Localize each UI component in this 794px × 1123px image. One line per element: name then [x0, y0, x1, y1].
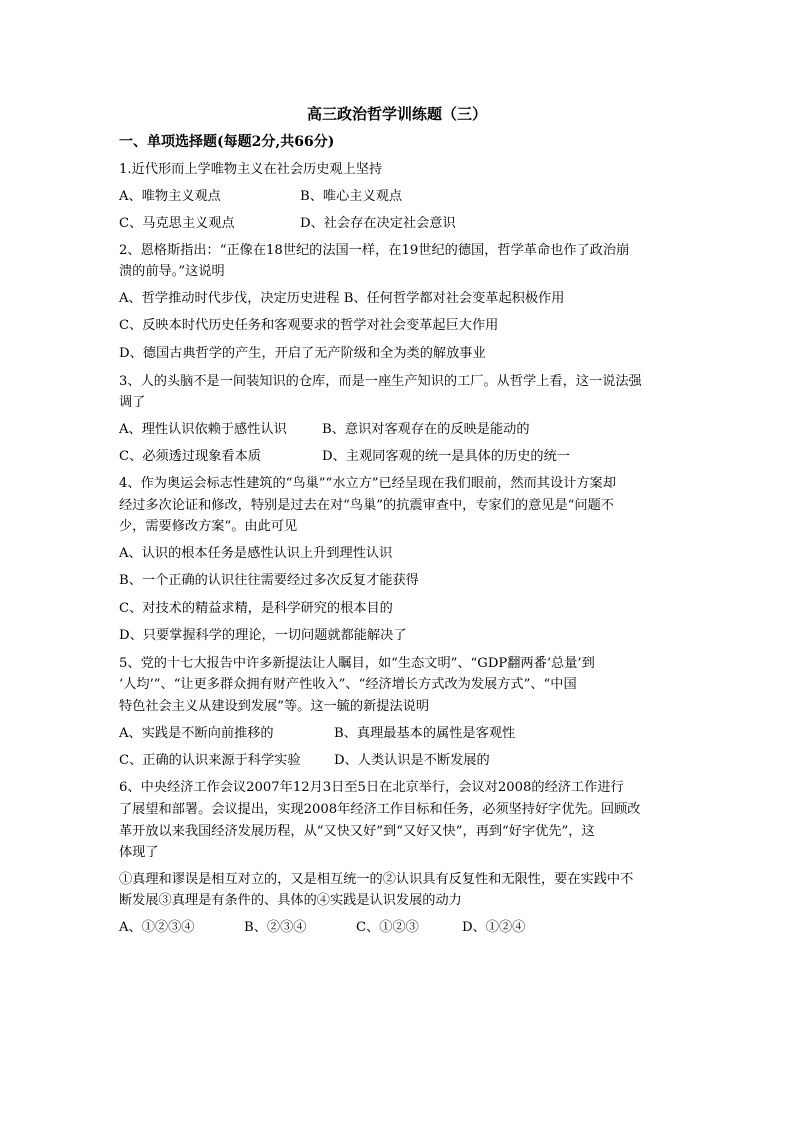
question-3-option-b: B、意识对客观存在的反映是能动的 — [322, 422, 530, 437]
question-5-stem-line-2: ‘人均’”、“让更多群众拥有财产性收入”、“经济增长方式改为发展方式”、“中国 — [119, 677, 577, 692]
question-6-items-line-2: 断发展③真理是有条件的、具体的④实践是认识发展的动力 — [119, 893, 462, 908]
question-5-option-b: B、真理最基本的属性是客观性 — [334, 726, 516, 741]
question-6-stem-line-2: 了展望和部署。会议提出，实现2008年经济工作目标和任务，必须坚持好字优先。回顾改 — [119, 802, 641, 817]
question-1-option-b: B、唯心主义观点 — [300, 189, 403, 204]
section-heading: 一、单项选择题(每题2分,共66分) — [119, 134, 335, 150]
question-2-option-c: C、反映本时代历史任务和客观要求的哲学对社会变革起巨大作用 — [119, 318, 499, 333]
question-6-items-line-1: ①真理和谬误是相互对立的，又是相互统一的②认识具有反复性和无限性，要在实践中不 — [119, 872, 634, 887]
question-1-option-a: A、唯物主义观点 — [119, 189, 221, 204]
question-5-option-d: D、人类认识是不断发展的 — [334, 753, 490, 768]
question-2-options-ab: A、哲学推动时代步伐，决定历史进程 B、任何哲学都对社会变革起积极作用 — [119, 291, 565, 306]
question-5-stem-line-3: 特色社会主义从建设到发展”等。这一毓的新提法说明 — [119, 699, 430, 714]
question-2-stem-line-1: 2、恩格斯指出：“正像在18世纪的法国一样，在19世纪的德国，哲学革命也作了政治崩 — [119, 243, 630, 258]
question-2-stem-line-2: 溃的前导。”这说明 — [119, 264, 225, 279]
question-6-option-c: C、①②③ — [356, 920, 419, 935]
question-6-option-b: B、②③④ — [244, 920, 307, 935]
question-4-option-c: C、对技术的精益求精，是科学研究的根本目的 — [119, 601, 393, 616]
question-3-option-c: C、必须透过现象看本质 — [119, 449, 261, 464]
question-2-option-d: D、德国古典哲学的产生，开启了无产阶级和全为类的解放事业 — [119, 346, 486, 361]
page-title: 高三政治哲学训练题（三） — [306, 105, 487, 123]
question-4-option-d: D、只要掌握科学的理论，一切问题就都能解决了 — [119, 628, 407, 643]
question-1-option-c: C、马克思主义观点 — [119, 216, 235, 231]
question-6-stem-line-1: 6、中央经济工作会议2007年12月3日至5日在北京举行，会议对2008的经济工作进行 — [119, 780, 624, 795]
question-6-stem-line-3: 革开放以来我国经济发展历程，从“又快又好”到“又好又快”，再到“好字优先”，这 — [119, 824, 595, 839]
question-4-stem-line-1: 4、作为奥运会标志性建筑的“鸟巢”“水立方”已经呈现在我们眼前，然而其设计方案却 — [119, 476, 616, 491]
question-5-option-a: A、实践是不断向前推移的 — [119, 726, 274, 741]
question-3-option-a: A、理性认识依赖于感性认识 — [119, 422, 287, 437]
question-4-option-a: A、认识的根本任务是感性认识上升到理性认识 — [119, 546, 393, 561]
question-4-stem-line-2: 经过多次论证和修改，特别是过去在对“鸟巢”的抗震审查中，专家们的意见是“问题不 — [119, 498, 614, 513]
question-1-stem: 1.近代形而上学唯物主义在社会历史观上坚持 — [119, 162, 383, 177]
question-3-stem-line-2: 调了 — [119, 395, 146, 410]
question-6-option-a: A、①②③④ — [119, 920, 195, 935]
question-4-stem-line-3: 少，需要修改方案”。由此可见 — [119, 519, 298, 534]
question-6-stem-line-4: 体现了 — [119, 845, 159, 860]
question-4-option-b: B、一个正确的认识往往需要经过多次反复才能获得 — [119, 573, 419, 588]
question-3-option-d: D、主观同客观的统一是具体的历史的统一 — [322, 449, 570, 464]
question-5-option-c: C、正确的认识来源于科学实验 — [119, 753, 301, 768]
question-3-stem-line-1: 3、人的头脑不是一间装知识的仓库，而是一座生产知识的工厂。从哲学上看，这一说法强 — [119, 374, 642, 389]
question-1-option-d: D、社会存在决定社会意识 — [300, 216, 456, 231]
question-5-stem-line-1: 5、党的十七大报告中许多新提法让人瞩目，如“生态文明”、“GDP翻两番‘总量’到 — [119, 656, 595, 671]
question-6-option-d: D、①②④ — [462, 920, 526, 935]
